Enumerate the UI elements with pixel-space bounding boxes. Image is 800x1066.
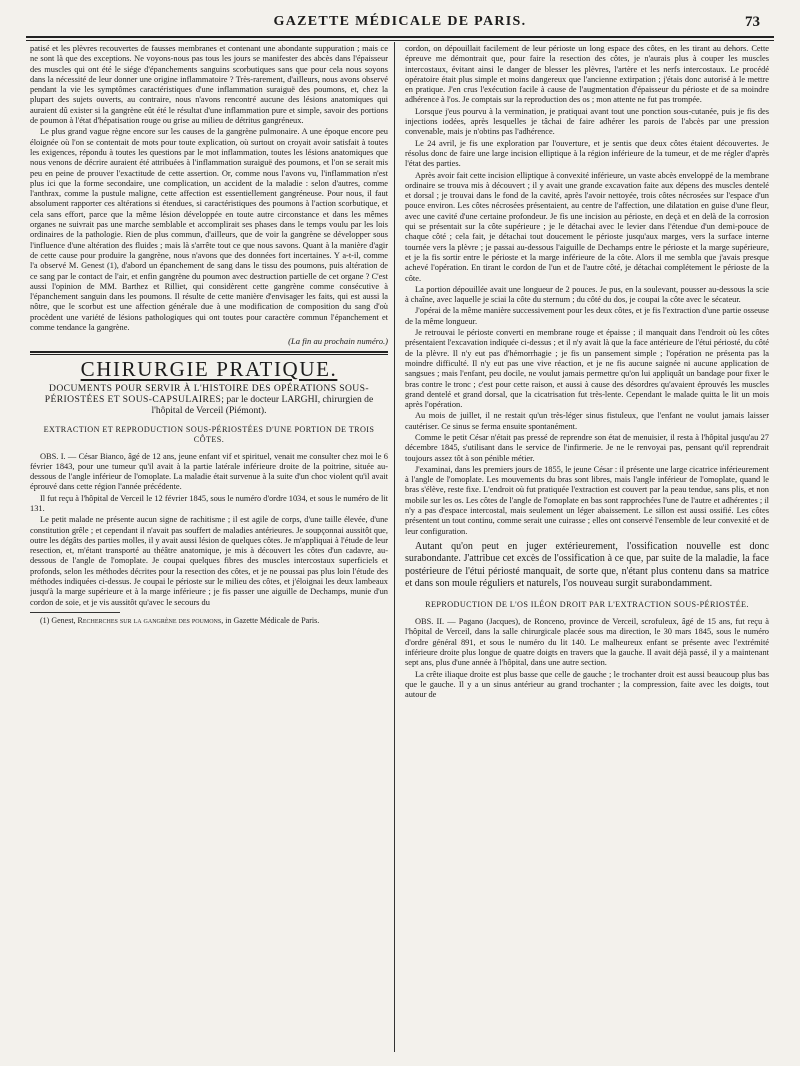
subsection-title: EXTRACTION ET REPRODUCTION SOUS-PÉRIOSTÉES D'UNE PORTION DE TROIS CÔTES.: [43, 424, 375, 444]
body-paragraph: Je retrouvai le périoste converti en membrane rouge et épaisse ; il manquait dans l'endroit où les côtes présentaient l'excavation indiquée ci-dessus ; et il n'y avait là que la face antérieure de l'étui périosté, du côté de la plèvre. Il n'y eut pas d'hémorrhagie ; je fis un pansement simple ; l'opération ne présenta pas la moindre difficulté. Il n'y eut pas une vive réaction, et je ne fis aucune saignée ni aucune application de sangsues ; mais l'enfant, peu docile, ne voulut jamais permettre qu'on lui appliquât un bandage pour fixer le bras contre le tronc ; c'est pour cette raison, et aussi à cause des désordres qu'avaient éprouvés les muscles grand dentelé et grand dorsal, que la cicatrisation fut très-lente. Cependant le malade quitta le lit un mois après l'opération.: [405, 328, 769, 410]
right-column: [405, 44, 769, 1056]
observation-paragraph: OBS. II. — Pagano (Jacques), de Ronceno, province de Verceil, scrofuleux, âgé de 15 ans, fut reçu à l'hôpital de Verceil, dans la salle chirurgicale placée sous ma direction, le 30 mars 1845, sous le numéro d'ordre général 891, et sous le numéro du lit 140. Le malheureux enfant se présente avec l'extrémité inférieure droite plus longue de quatre doigts en travers que la gauche. Il avait déjà passé, il y a maintenant sept ans, plus d'une année à l'hôpital, dans une autre section.: [405, 617, 769, 668]
observation-paragraph: Le petit malade ne présente aucun signe de rachitisme ; il est agile de corps, d'une taille élevée, d'une constitution grêle ; et cependant il n'avait pas souffert de maladies antérieures. Je soupçonnai aussitôt que, outre les dégâts des parties molles, il y avait aussi lésion de quelques côtes. Je m'appliquai à l'étude de leur resection, et, m'étant transporté au théâtre anatomique, je mis à découvert les côtes d'un cadavre, au-dessous de l'angle de l'omoplate. Je coupai quelques fibres des muscles intercostaux superficiels et profonds, selon les méthodes décrites pour la resection des côtes, et je ne poussai pas plus loin l'étude des méthodes indiquées ci-dessus. Je coupai le périoste sur le milieu des côtes, et j'éloignai les deux lambeaux jusqu'à la marge supérieure et à la marge inférieure ; je fis passer une aiguille de Dechamps, munie d'un cordon de soie, et je vis aussitôt qu'avec le secours du: [30, 515, 388, 607]
body-paragraph: J'examinai, dans les premiers jours de 1855, le jeune César : il présente une large cicatrice inférieurement à l'angle de l'omoplate. Les mouvements du bras sont libres, mais l'angle inférieur de l'omoplate, quand le bras s'élève, reste fixe. L'endroit où fut pratiquée l'extraction est couvert par la peau tendue, sans plis, et non mobile sur les os. Les côtes de l'angle de l'omoplate en bas sont rapprochées l'une de l'autre et adhérentes ; il n'y a pas d'espace intercostal, mais seulement un léger abaissement. Le sillon est aussi ossifié. Les côtes présentent un tout continu, comme serait une cuirasse ; elles ont conservé l'ensemble de leur convexité et de leur configuration.: [405, 464, 769, 536]
observation-paragraph: Il fut reçu à l'hôpital de Verceil le 12 février 1845, sous le numéro d'ordre 1034, et sous le numéro de lit 131.: [30, 493, 388, 513]
body-paragraph: J'opérai de la même manière successivement pour les deux côtes, et je fis l'extraction d'une partie osseuse de la même longueur.: [405, 306, 769, 326]
section-title: CHIRURGIE PRATIQUE.: [80, 356, 338, 381]
body-paragraph: Lorsque j'eus pourvu à la vermination, je pratiquai avant tout une ponction sous-cutanée, puis je fis des injections iodées, après lesquelles je tâchai de faire adhérer les parois de l'abcès par une pression convenable, mais je n'obtins pas l'adhérence.: [405, 106, 769, 137]
header-rule: [26, 36, 774, 38]
body-paragraph: Le plus grand vague règne encore sur les causes de la gangrène pulmonaire. A une époque encore peu éloignée où l'on se contentait de mots pour toute explication, où surtout on croyait avoir satisfait à toutes les exigences, répondu à toutes les questions par le mot inflammation, toutes les lésions anatomiques que nous venons de décrire auraient été attribuées à l'inflammation suraiguë des poumons, et l'on se serait mis peu en peine de prouver l'exactitude de cette assertion. Or, comme nous l'avons vu, l'inflammation n'est plus ici que la forme secondaire, une complication, un accident de la maladie : selon d'autres, comme l'anthrax, comme la pustule maligne, cette affection est essentiellement gangréneuse. Pour nous, il faut absolument rapporter ces altérations si étendues, si caractéristiques des poumons à l'action scorbutique, et cela sans effort, parce que la même lésion développée en toute autre circonstance et dans les mêmes organes ne suivrait pas une marche semblable et accomplirait ses phases dans le temps voulu par les lois ordinaires de la pathologie. Rien de plus commun, d'ailleurs, que de voir la gangrène se développer sous l'influence d'une altération des fluides ; mais là s'arrête tout ce que nous savons. Quant à la manière d'agir de cette cause pour produire la gangrène, nous n'avons que des données fort incertaines. Y a-t-il, comme l'a observé M. Genest (1), d'abord un épanchement de sang dans le tissu des poumons, puis altération de ce sang par le contact de l'air, et enfin gangrène du poumon avec destruction partielle de cet organe ? C'est aussi l'opinion de MM. Barthez et Rilliet, qui considèrent cette gangrène comme consécutive à l'épanchement sanguin dans les poumons. Il résulte de cette manière d'envisager les faits, qui est aussi la nôtre, que le scorbut est une affection générale due à une modification de composition du sang d'où procèdent une variété de lésions pathologiques qui ont toutes pour caractère commun l'épanchement et comme tendance la gangrène.: [30, 127, 388, 333]
article-title-author: ; par le docteur LARGHI, chirurgien de l'hôpital de Verceil (Piémont).: [151, 394, 374, 417]
body-paragraph: Le 24 avril, je fis une exploration par l'ouverture, et je sentis que deux côtes étaient découvertes. Je résolus donc de faire une large incision elliptique à la région inférieure de la tumeur, et de me régler d'après l'état des parties.: [405, 138, 769, 169]
footnote-title: Recherches sur la gangrène des poumons: [77, 615, 222, 625]
page-header-title: GAZETTE MÉDICALE DE PARIS.: [273, 14, 527, 29]
article-title-caps: DOCUMENTS POUR SERVIR À L'HISTOIRE DES OPÉRATIONS SOUS-PÉRIOSTÉES ET SOUS-CAPSULAIRES: [44, 382, 369, 406]
body-paragraph: La portion dépouillée avait une longueur de 2 pouces. Je pus, en la soulevant, pousser au-dessous la scie à chaîne, avec laquelle je sciai la côte du sternum ; du côté du dos, je coupai la côte avec le sécateur.: [405, 284, 769, 305]
footnote-rule: [30, 612, 120, 613]
section-rule: [30, 351, 388, 353]
emphasis-paragraph: Autant qu'on peut en juger extérieurement, l'ossification nouvelle est donc surabondante. J'attribue cet excès de l'ossification à ce que, par suite de la maladie, la face postérieure de l'étui périosté manquait, de sorte que, n'étant plus contenu dans sa matrice et dans son moule réguliers et naturels, l'os nouveau surgit surabondamment.: [405, 540, 769, 589]
column-divider: [394, 42, 395, 1052]
section-rule-thin: [30, 354, 388, 355]
body-paragraph: Au mois de juillet, il ne restait qu'un très-léger sinus fistuleux, que l'enfant ne voulut jamais laisser cautériser. Ce sinus se ferma ensuite spontanément.: [405, 411, 769, 431]
observation-paragraph: La crête iliaque droite est plus basse que celle de gauche ; le trochanter droit est aussi beaucoup plus bas que le gauche. Il y a un sinus antérieur au grand trochanter ; la compression, faite avec les doigts, tout autour de: [405, 669, 769, 700]
footnote: [30, 616, 388, 626]
page-number: 73: [745, 14, 760, 30]
body-paragraph: Après avoir fait cette incision elliptique à convexité inférieure, un vaste abcès enveloppé de la membrane ordinaire se trouva mis à découvert ; il y avait une grande excavation faite aux dépens des muscles dentelé et dorsal ; je trouvai dans le fond de la cavité, après l'avoir nettoyée, trois côtes nécrosées sur l'espace d'un pouce environ. Les côtes nécrosées présentaient, au centre de l'affection, une dilatation en guise d'une fleur, avec une cavité d'une certaine profondeur. Je fis une incision au périoste, en deçà et en delà de la corrosion qui se présentait sur la côte supérieure ; je le détachai avec le levier dans l'étendue d'un demi-pouce de chaque côté ; cela fait, je détachai tout doucement le périoste jusqu'aux marges, vers la surface interne tournée vers la plèvre ; je passai au-dessous l'aiguille de Dechamps entre le périoste et la marge supérieure, et je la fis sortir entre le périoste et la marge inférieure de la côte. Alors il me sembla que j'avais presque achevé l'opération. En tirant le cordon de l'un et de l'autre côté, je détachai complétement le périoste de la côte.: [405, 170, 769, 283]
continuation-note: (La fin au prochain numéro.): [288, 336, 388, 347]
subsection-title: REPRODUCTION DE L'OS ILÉON DROIT PAR L'EXTRACTION SOUS-PÉRIOSTÉE.: [425, 600, 749, 610]
body-paragraph: cordon, on dépouillait facilement de leur périoste un long espace des côtes, en les tirant au dehors. Cette épreuve me démontrait que, pour faire la resection des côtes, je n'aurais plus à couper les muscles intercostaux, évitant ainsi le danger de blesser les plèvres, l'artère et les nerfs intercostaux. Le procédé opératoire était plus simple et moins dangereux que l'ancienne extirpation ; j'étais donc autorisé à le mettre en pratique. J'en crus l'exécution facile à cause de l'augmentation d'épaisseur du périoste et de sa moindre adhérence à l'os. Je comptais sur la reproduction des os ; mon attente ne fut pas trompée.: [405, 44, 769, 105]
header-rule-thin: [26, 40, 774, 41]
left-column: [30, 44, 388, 1056]
article-title: [32, 383, 386, 417]
footnote-suffix: , in Gazette Médicale de Paris.: [221, 615, 320, 625]
observation-paragraph: OBS. I. — César Bianco, âgé de 12 ans, jeune enfant vif et spirituel, venait me consulter chez moi le 6 février 1843, pour une tumeur qu'il avait à la partie latérale inférieure droite de la poitrine, située au-dessous de l'angle inférieur de l'omoplate. La maladie était survenue à la suite d'un choc violent qu'il avait éprouvé dans cette région l'année précédente.: [30, 451, 388, 492]
body-paragraph: Comme le petit César n'était pas pressé de reprendre son état de menuisier, il resta à l'hôpital jusqu'au 27 décembre 1845, s'utilisant dans le service de l'infirmerie. Je ne le renvoyai pas, pensant qu'il reprendrait toujours assez tôt à son pénible métier.: [405, 432, 769, 463]
body-paragraph: patisé et les plèvres recouvertes de fausses membranes et contenant une abondante suppuration ; mais ce ne sont là que des exceptions. Ne voyons-nous pas tous les jours se manifester des abcès dans l'épaisseur des muscles qui ont été le siége d'épanchements sanguins scorbutiques sans que pour cela nous soyons dans la nécessité de leur donner une origine inflammatoire ? Très-rarement, d'ailleurs, nous avons observé pendant la vie les symptômes caractéristiques d'une inflammation suraiguë des poumons, et, chez la plupart des sujets ouverts, au contraire, nous n'avons rencontré aucune des lésions anatomiques qui auraient dû exister si la gangrène eût été le résultat d'une inflammation pure et simple, savoir des portions de poumon à l'état d'hépatisation rouge ou grise au milieu de détritus gangréneux.: [30, 44, 388, 126]
footnote-prefix: (1) Genest,: [40, 615, 78, 625]
